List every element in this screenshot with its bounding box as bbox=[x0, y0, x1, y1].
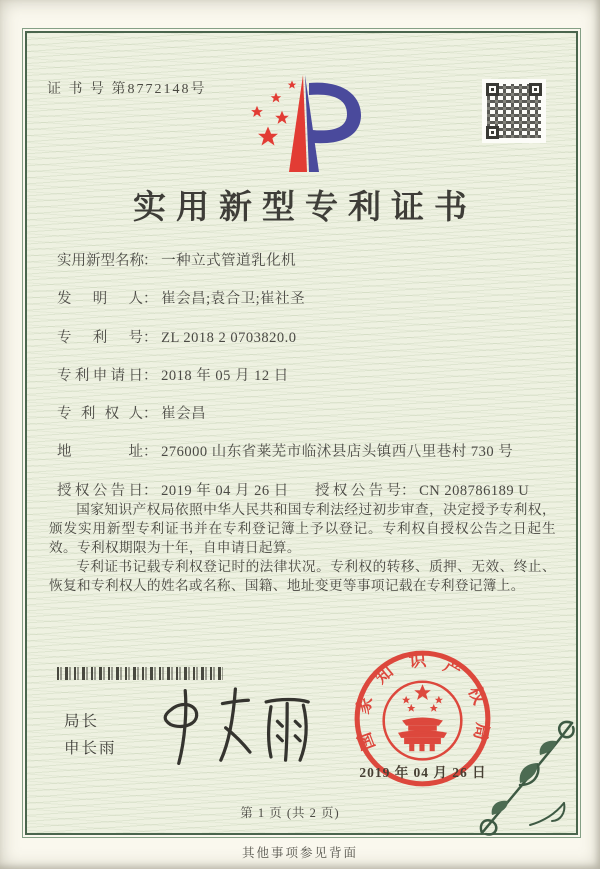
commissioner-role: 局长 bbox=[64, 713, 100, 730]
field-patent-number bbox=[57, 326, 560, 364]
field-utility-model-name bbox=[57, 249, 560, 287]
field-address bbox=[57, 440, 560, 478]
commissioner-block bbox=[64, 708, 117, 762]
field-label: 实用新型名称 bbox=[57, 253, 144, 269]
cnipa-logo-icon bbox=[237, 70, 365, 180]
certificate-title: 实用新型专利证书 bbox=[133, 190, 477, 226]
grant-number-value: CN 208786189 U bbox=[419, 482, 530, 499]
colon: ： bbox=[143, 482, 158, 499]
colon: ： bbox=[143, 253, 158, 269]
qr-finder-icon bbox=[486, 83, 499, 96]
corner-flourish-icon bbox=[468, 705, 580, 843]
qr-code bbox=[482, 79, 546, 143]
back-side-note: 其他事项参见背面 bbox=[241, 846, 358, 860]
field-value: ZL 2018 2 0703820.0 bbox=[161, 329, 297, 346]
field-value: 一种立式管道乳化机 bbox=[161, 253, 297, 269]
colon: ： bbox=[143, 406, 158, 423]
colon: ： bbox=[401, 482, 416, 499]
signature-handwriting-icon bbox=[148, 678, 326, 776]
grant-date-value: 2019 年 04 月 26 日 bbox=[161, 482, 289, 499]
commissioner-name: 申长雨 bbox=[64, 740, 117, 757]
legal-paragraph-1: 国家知识产权局依照中华人民共和国专利法经过初步审查，决定授予专利权，颁发实用新型专利证书并在专利登记簿上予以登记。专利权自授权公告之日起生效。专利权期限为十年，自申请日起算。 bbox=[49, 502, 556, 555]
legal-paragraph-2: 专利证书记载专利权登记时的法律状况。专利权的转移、质押、无效、终止、恢复和专利权人的姓名或名称、国籍、地址变更等事项记载在专利登记簿上。 bbox=[49, 558, 556, 593]
colon: ： bbox=[143, 291, 158, 308]
page-number: 第 1 页 (共 2 页) bbox=[240, 806, 340, 820]
national-emblem-icon bbox=[384, 682, 462, 760]
seal-date: 2019 年 04 月 26 日 bbox=[359, 765, 487, 780]
field-inventors bbox=[57, 287, 560, 325]
colon: ： bbox=[143, 444, 158, 461]
certificate-number: 证 书 号 第8772148号 bbox=[47, 82, 207, 97]
field-label: 授权公告号 bbox=[315, 482, 401, 499]
field-list bbox=[57, 249, 560, 517]
field-value: 2018 年 05 月 12 日 bbox=[161, 367, 289, 384]
colon: ： bbox=[143, 367, 158, 384]
field-label: 授权公告日 bbox=[57, 482, 143, 499]
field-label: 地址 bbox=[57, 444, 143, 461]
field-patentee bbox=[57, 402, 560, 440]
field-label: 专利权人 bbox=[57, 406, 143, 423]
field-application-date bbox=[57, 364, 560, 402]
colon: ： bbox=[143, 329, 158, 346]
field-value: 崔会昌 bbox=[161, 406, 207, 423]
field-value: 崔会昌;袁合卫;崔社圣 bbox=[161, 291, 306, 308]
qr-finder-icon bbox=[529, 83, 542, 96]
field-label: 发明人 bbox=[57, 291, 143, 308]
field-value: 276000 山东省莱芜市临沭县店头镇西八里巷村 730 号 bbox=[161, 444, 514, 461]
legal-text bbox=[49, 501, 556, 596]
field-grant-number bbox=[315, 479, 529, 500]
seal-text: 国家知识产权局 bbox=[353, 650, 493, 753]
field-label: 专利申请日 bbox=[57, 367, 143, 384]
field-label: 专利号 bbox=[57, 329, 143, 346]
qr-finder-icon bbox=[486, 126, 499, 139]
